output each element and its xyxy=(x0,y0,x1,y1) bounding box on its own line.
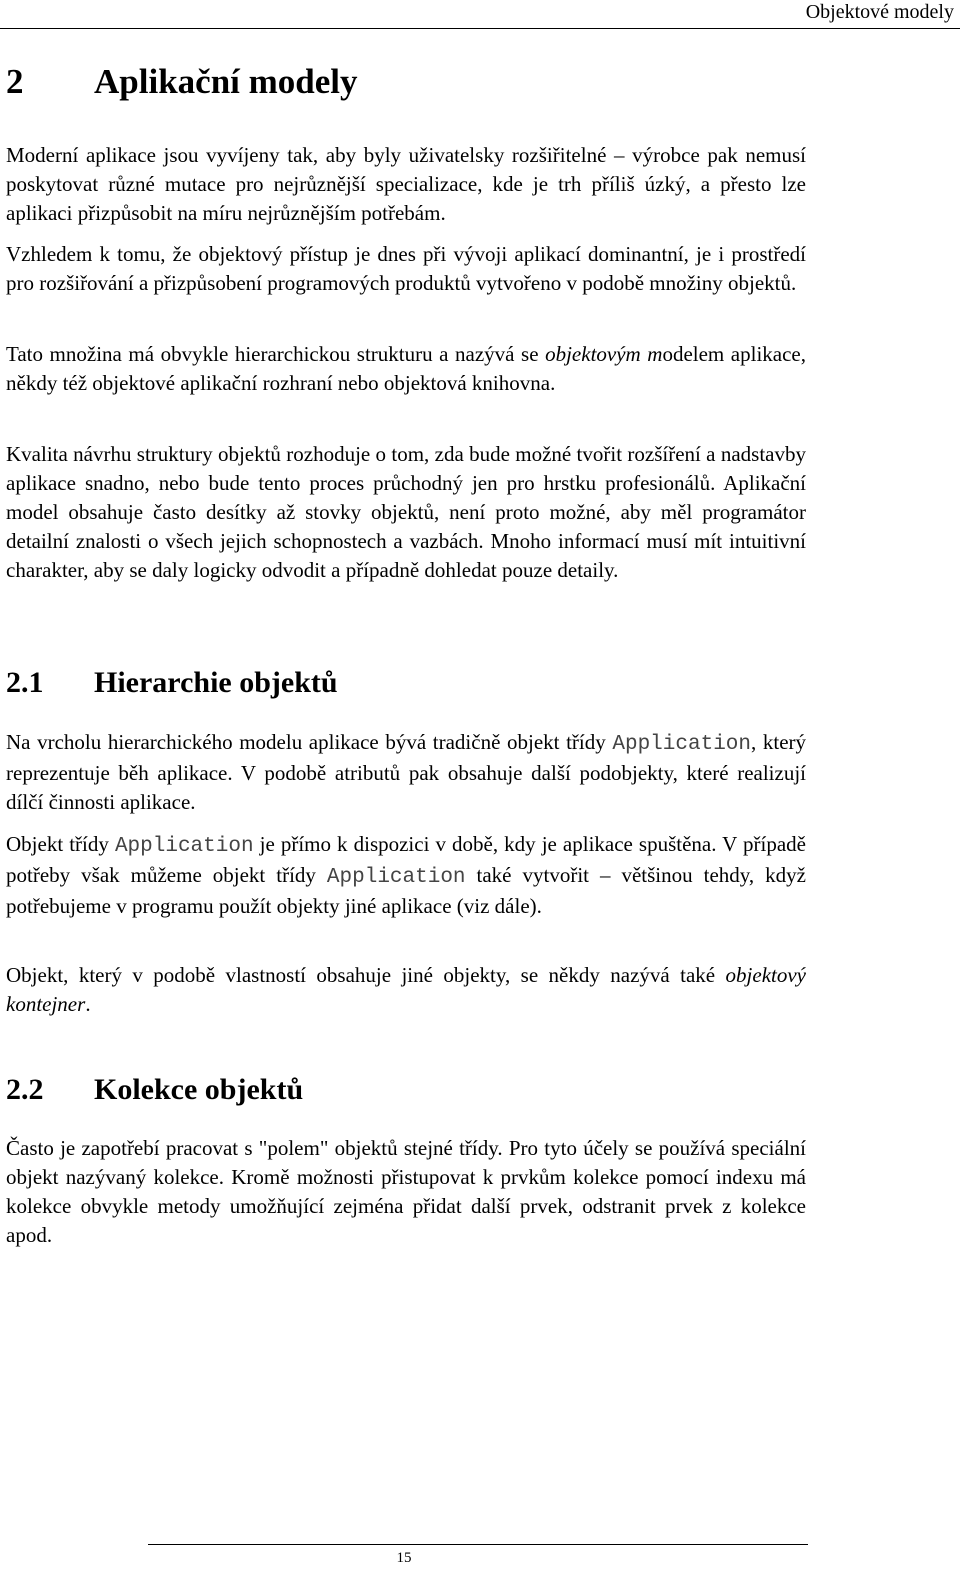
section-1-paragraph-1 xyxy=(6,728,806,817)
page-number: 15 xyxy=(396,1550,412,1566)
footer-rule xyxy=(148,1544,808,1545)
chapter-paragraph-2: Vzhledem k tomu, že objektový přístup je dnes při vývoji aplikací dominantní, je i prostředí pro rozšiřování a přizpůsobení programových produktů vytvořeno v podobě množiny objektů. xyxy=(6,242,806,295)
chapter-heading xyxy=(6,60,358,104)
paragraph-text: odelem aplikace, někdy též objektové aplikační rozhraní nebo objektová knihovna. xyxy=(6,342,806,395)
paragraph-text: také vytvořit – většinou tehdy, když potřebujeme v programu použít objekty jiné aplikace (viz dále). xyxy=(6,863,806,918)
chapter-paragraph-4: Kvalita návrhu struktury objektů rozhoduje o tom, zda bude možné tvořit rozšíření a nadstavby aplikace snadno, nebo bude tento proces průchodný jen pro hrstku profesionálů. Aplikační model obsahuje často desítky až stovky objektů, není proto možné, aby měl programátor detailní znalosti o všech jejich schopnostech a vazbách. Mnoho informací musí mít intuitivní charakter, aby se daly logicky odvodit a případně dohledat pouze detaily. xyxy=(6,442,806,582)
chapter-paragraph-3 xyxy=(6,340,806,398)
chapter-number: 2 xyxy=(6,62,24,101)
running-header: Objektové modely xyxy=(805,1,954,23)
paragraph-text: Objekt, který v podobě vlastností obsahuje jiné objekty, se někdy nazývá také xyxy=(6,963,726,987)
section-title: Kolekce objektů xyxy=(94,1073,304,1106)
paragraph-text: Na vrcholu hierarchického modelu aplikace bývá tradičně objekt třídy xyxy=(6,730,613,754)
code-term: Application xyxy=(114,835,254,858)
chapter-title: Aplikační modely xyxy=(94,62,358,101)
emphasized-term: objektový kontejner xyxy=(6,963,806,1016)
paragraph-text: , který reprezentuje běh aplikace. V podobě atributů pak obsahuje další podobjekty, které realizují dílčí činnosti aplikace. xyxy=(6,730,807,814)
section-number: 2.1 xyxy=(6,666,44,699)
paragraph-text: Objekt třídy xyxy=(6,832,115,856)
chapter-paragraph-1: Moderní aplikace jsou vyvíjeny tak, aby byly uživatelsky rozšiřitelné – výrobce pak nemusí poskytovat různé mutace pro nejrůznější specializace, kde je trh příliš úzký, a přesto lze aplikaci přizpůsobit na míru nejrůznějším potřebám. xyxy=(6,143,806,225)
paragraph-text: Tato množina má obvykle hierarchickou strukturu a nazývá se xyxy=(6,342,546,366)
section-1-paragraph-3 xyxy=(6,961,806,1019)
section-2-paragraph-1: Často je zapotřebí pracovat s "polem" objektů stejné třídy. Pro tyto účely se používá speciální objekt nazývaný kolekce. Kromě možnosti přistupovat k prvkům kolekce pomocí indexu má kolekce obvykle metody umožňující zejména přidat další prvek, odstranit prvek z kolekce apod. xyxy=(6,1136,806,1247)
section-number: 2.2 xyxy=(6,1073,44,1106)
section-heading-collections xyxy=(6,1071,303,1109)
paragraph-text: . xyxy=(85,992,91,1016)
section-title: Hierarchie objektů xyxy=(94,666,338,699)
code-term: Application xyxy=(326,866,466,889)
emphasized-term: objektovým m xyxy=(545,342,663,366)
section-1-paragraph-2 xyxy=(6,830,806,921)
paragraph-text: je přímo k dispozici v době, kdy je aplikace spuštěna. V případě potřeby však můžeme objekt třídy xyxy=(6,832,806,887)
code-term: Application xyxy=(612,733,751,756)
header-rule xyxy=(0,28,960,29)
section-heading-hierarchy xyxy=(6,664,338,702)
